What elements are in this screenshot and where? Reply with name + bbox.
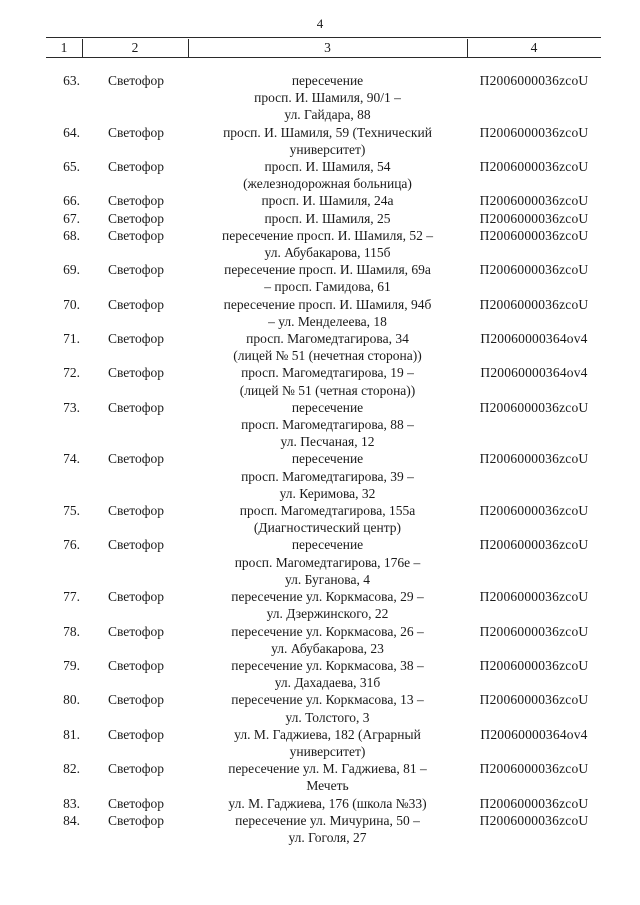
location-line: Мечеть [306,778,349,794]
registry-code: П2006000036zcoU [479,451,589,467]
location-line: ул. Керимова, 32 [279,485,376,501]
registry-code: П2006000036zcoU [479,761,589,777]
row-number: 84. [63,812,80,828]
object-name: Светофор [108,589,165,605]
location-line: – просп. Гамидова, 61 [264,279,391,295]
table-row [46,812,601,846]
object-location [188,399,467,451]
object-name: Светофор [108,503,165,519]
row-number: 66. [63,193,80,209]
row-number: 79. [63,657,80,673]
table-row [46,536,601,588]
object-location [188,124,467,158]
table-header-bottom-rule [46,57,601,58]
table-row [46,399,601,451]
object-location [188,691,467,725]
registry-code: П2006000036zcoU [479,657,589,673]
object-name: Светофор [108,159,165,175]
row-number: 80. [63,692,80,708]
table-row [46,192,601,209]
location-line: просп. Магомедтагирова, 176е – [234,554,421,570]
location-line: ул. Толстого, 3 [285,709,370,725]
location-line: пересечение ул. Коркмасова, 13 – [231,692,424,708]
registry-code: П20060000364ov4 [480,365,588,381]
object-location [188,812,467,846]
object-location [188,296,467,330]
object-name: Светофор [108,124,165,140]
location-line: – ул. Менделеева, 18 [268,313,387,329]
row-number: 63. [63,73,80,88]
location-line: просп. И. Шамиля, 24а [261,193,394,209]
location-line: (Диагностический центр) [253,520,402,536]
object-name: Светофор [108,795,165,811]
row-number: 81. [63,726,80,742]
registry-code: П20060000364ov4 [480,726,588,742]
object-location [188,795,467,812]
row-number: 70. [63,296,80,312]
registry-code: П2006000036zcoU [479,73,589,88]
object-name: Светофор [108,331,165,347]
object-location [188,726,467,760]
table-row [46,760,601,794]
table-row [46,726,601,760]
table-row [46,124,601,158]
object-location [188,192,467,209]
registry-code: П2006000036zcoU [479,503,589,519]
object-name: Светофор [108,73,165,88]
object-location [188,158,467,192]
location-line: пересечение просп. И. Шамиля, 94б [223,296,432,312]
registry-code: П20060000364ov4 [480,331,588,347]
column-header-4: 4 [530,40,538,55]
page-number: 4 [316,16,324,31]
object-name: Светофор [108,365,165,381]
table-row [46,158,601,192]
location-line: ул. Дзержинского, 22 [266,606,389,622]
registry-code: П2006000036zcoU [479,589,589,605]
column-header-2: 2 [131,40,139,55]
location-line: пересечение [291,537,364,553]
table-row [46,450,601,502]
table-row [46,72,601,124]
row-number: 82. [63,761,80,777]
row-number: 73. [63,399,80,415]
location-line: ул. Абубакарова, 115б [264,245,391,261]
location-line: просп. Магомедтагирова, 155а [239,503,416,519]
registry-code: П2006000036zcoU [479,124,589,140]
row-number: 77. [63,589,80,605]
table-row [46,227,601,261]
registry-code: П2006000036zcoU [479,692,589,708]
object-name: Светофор [108,399,165,415]
object-location [188,502,467,536]
object-name: Светофор [108,193,165,209]
object-name: Светофор [108,623,165,639]
object-location [188,364,467,398]
row-number: 74. [63,451,80,467]
registry-code: П2006000036zcoU [479,537,589,553]
object-name: Светофор [108,761,165,777]
object-location [188,261,467,295]
location-line: пересечение просп. И. Шамиля, 69а [224,262,431,278]
column-header-3: 3 [324,40,331,55]
location-line: пересечение ул. Коркмасова, 38 – [231,657,424,673]
row-number: 71. [63,331,80,347]
object-location [188,330,467,364]
location-line: пересечение [291,399,364,415]
object-name: Светофор [108,262,165,278]
object-name: Светофор [108,296,165,312]
registry-code: П2006000036zcoU [479,399,589,415]
location-line: пересечение [291,73,364,88]
object-name: Светофор [108,657,165,673]
column-header-1: 1 [60,40,68,55]
registry-code: П2006000036zcoU [479,795,589,811]
object-name: Светофор [108,451,165,467]
object-location [188,760,467,794]
location-line: просп. И. Шамиля, 59 (Технический [223,124,432,140]
row-number: 78. [63,623,80,639]
location-line: пересечение просп. И. Шамиля, 52 – [222,227,433,243]
object-location [188,450,467,502]
location-line: просп. Магомедтагирова, 34 [246,331,409,347]
location-line: просп. И. Шамиля, 25 [264,210,391,226]
location-line: ул. Абубакарова, 23 [271,640,384,656]
table-row [46,296,601,330]
registry-code: П2006000036zcoU [479,623,589,639]
table-body [46,72,601,846]
location-line: (лицей № 51 (нечетная сторона)) [233,348,422,364]
table-row [46,691,601,725]
registry-code: П2006000036zcoU [479,812,589,828]
location-line: просп. Магомедтагирова, 19 – [241,365,414,381]
location-line: (лицей № 51 (четная сторона)) [239,382,416,398]
object-name: Светофор [108,537,165,553]
row-number: 68. [63,227,80,243]
table-row [46,364,601,398]
registry-code: П2006000036zcoU [479,296,589,312]
table-header [46,39,601,57]
registry-code: П2006000036zcoU [479,193,589,209]
table-header-top-rule [46,37,601,38]
location-line: пересечение ул. Коркмасова, 26 – [231,623,424,639]
row-number: 72. [63,365,80,381]
location-line: просп. И. Шамиля, 90/1 – [254,90,401,106]
location-line: пересечение [291,451,364,467]
object-location [188,588,467,622]
row-number: 64. [63,124,80,140]
object-location [188,72,467,124]
location-line: пересечение ул. Мичурина, 50 – [235,812,420,828]
location-line: ул. Гайдара, 88 [284,107,371,123]
object-location [188,623,467,657]
registry-code: П2006000036zcoU [479,210,589,226]
location-line: ул. Дахадаева, 31б [274,675,381,691]
row-number: 75. [63,503,80,519]
object-name: Светофор [108,692,165,708]
object-name: Светофор [108,726,165,742]
location-line: университет) [289,743,366,759]
row-number: 83. [63,795,80,811]
table-row [46,502,601,536]
row-number: 69. [63,262,80,278]
location-line: ул. Буганова, 4 [284,571,370,587]
row-number: 76. [63,537,80,553]
row-number: 67. [63,210,80,226]
registry-code: П2006000036zcoU [479,262,589,278]
row-number: 65. [63,159,80,175]
object-location [188,536,467,588]
table-row [46,210,601,227]
table-row [46,261,601,295]
table-row [46,588,601,622]
location-line: ул. Гоголя, 27 [288,829,367,845]
table-row [46,623,601,657]
registry-code: П2006000036zcoU [479,227,589,243]
location-line: пересечение ул. М. Гаджиева, 81 – [228,761,427,777]
location-line: ул. Песчаная, 12 [280,434,375,450]
location-line: просп. Магомедтагирова, 39 – [241,468,414,484]
object-name: Светофор [108,227,165,243]
registry-code: П2006000036zcoU [479,159,589,175]
table-row [46,795,601,812]
object-location [188,657,467,691]
location-line: университет) [289,141,366,157]
object-location [188,210,467,227]
table-row [46,330,601,364]
location-line: ул. М. Гаджиева, 176 (школа №33) [228,795,427,811]
location-line: пересечение ул. Коркмасова, 29 – [231,589,424,605]
location-line: просп. И. Шамиля, 54 [264,159,391,175]
location-line: просп. Магомедтагирова, 88 – [241,417,414,433]
object-location [188,227,467,261]
location-line: (железнодорожная больница) [243,176,412,192]
object-name: Светофор [108,210,165,226]
table-row [46,657,601,691]
location-line: ул. М. Гаджиева, 182 (Аграрный [234,726,421,742]
object-name: Светофор [108,812,165,828]
